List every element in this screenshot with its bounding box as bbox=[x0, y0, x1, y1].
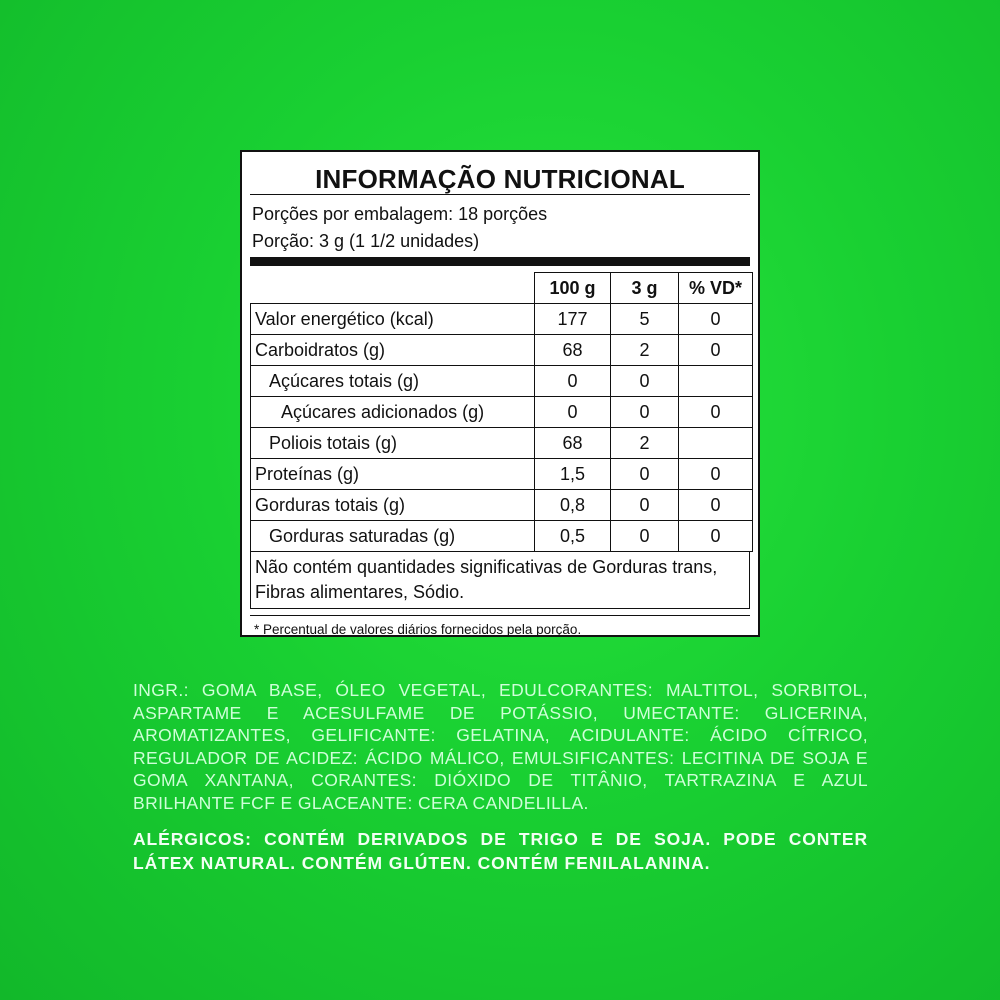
table-row bbox=[251, 304, 753, 335]
table-row bbox=[251, 397, 753, 428]
nutrient-name: Açúcares totais (g) bbox=[251, 366, 535, 397]
table-row bbox=[251, 521, 753, 552]
thick-divider bbox=[250, 257, 750, 266]
table-header-row bbox=[251, 273, 753, 304]
nutrient-name: Gorduras totais (g) bbox=[251, 490, 535, 521]
table-row bbox=[251, 490, 753, 521]
column-header: 3 g bbox=[611, 273, 679, 304]
footnote: * Percentual de valores diários fornecidos pela porção. bbox=[254, 622, 582, 637]
value-per-100g: 0 bbox=[535, 397, 611, 428]
allergens-text: ALÉRGICOS: CONTÉM DERIVADOS DE TRIGO E DE SOJA. PODE CONTER LÁTEX NATURAL. CONTÉM GLÚTEN. CONTÉM FENILALANINA. bbox=[133, 829, 868, 873]
nutrition-facts-panel bbox=[240, 150, 760, 637]
value-per-serving: 2 bbox=[611, 335, 679, 366]
value-per-serving: 0 bbox=[611, 521, 679, 552]
value-per-100g: 68 bbox=[535, 335, 611, 366]
daily-value-percent: 0 bbox=[679, 335, 753, 366]
value-per-serving: 2 bbox=[611, 428, 679, 459]
table-row bbox=[251, 366, 753, 397]
value-per-serving: 0 bbox=[611, 459, 679, 490]
table-row bbox=[251, 428, 753, 459]
nutrient-name: Poliois totais (g) bbox=[251, 428, 535, 459]
nutrient-name: Carboidratos (g) bbox=[251, 335, 535, 366]
serving-size: Porção: 3 g (1 1/2 unidades) bbox=[252, 231, 480, 251]
daily-value-percent: 0 bbox=[679, 304, 753, 335]
value-per-serving: 0 bbox=[611, 366, 679, 397]
daily-value-percent: 0 bbox=[679, 397, 753, 428]
header-blank-cell bbox=[251, 273, 535, 304]
daily-value-percent bbox=[679, 366, 753, 397]
value-per-100g: 0,8 bbox=[535, 490, 611, 521]
nutrition-table bbox=[250, 272, 753, 552]
column-header: % VD* bbox=[679, 273, 753, 304]
ingredients-text: INGR.: GOMA BASE, ÓLEO VEGETAL, EDULCORANTES: MALTITOL, SORBITOL, ASPARTAME E ACESULFAME DE POTÁSSIO, UMECTANTE: GLICERINA, AROMATIZANTES, GELIFICANTE: GELATINA, ACIDULANTE: ÁCIDO CÍTRICO, REGULADOR DE ACIDEZ: ÁCIDO MÁLICO, EMULSIFICANTES: LECITINA DE SOJA E GOMA XANTANA, CORANTES: DIÓXIDO DE TITÂNIO, TARTRAZINA E AZUL BRILHANTE FCF E GLACEANTE: CERA CANDELILLA. bbox=[133, 680, 868, 813]
column-header: 100 g bbox=[535, 273, 611, 304]
value-per-100g: 1,5 bbox=[535, 459, 611, 490]
servings-per-package: Porções por embalagem: 18 porções bbox=[252, 204, 548, 224]
nutrition-title: INFORMAÇÃO NUTRICIONAL bbox=[315, 164, 685, 194]
value-per-100g: 177 bbox=[535, 304, 611, 335]
daily-value-percent: 0 bbox=[679, 459, 753, 490]
value-per-100g: 0 bbox=[535, 366, 611, 397]
not-significant-note: Não contém quantidades significativas de Gorduras trans, Fibras alimentares, Sódio. bbox=[250, 552, 750, 609]
daily-value-percent: 0 bbox=[679, 490, 753, 521]
value-per-100g: 0,5 bbox=[535, 521, 611, 552]
table-row bbox=[251, 335, 753, 366]
value-per-100g: 68 bbox=[535, 428, 611, 459]
value-per-serving: 0 bbox=[611, 490, 679, 521]
table-row bbox=[251, 459, 753, 490]
nutrient-name: Gorduras saturadas (g) bbox=[251, 521, 535, 552]
daily-value-percent bbox=[679, 428, 753, 459]
nutrient-name: Valor energético (kcal) bbox=[251, 304, 535, 335]
nutrient-name: Proteínas (g) bbox=[251, 459, 535, 490]
nutrient-name: Açúcares adicionados (g) bbox=[251, 397, 535, 428]
value-per-serving: 5 bbox=[611, 304, 679, 335]
serving-info bbox=[242, 195, 758, 255]
daily-value-percent: 0 bbox=[679, 521, 753, 552]
value-per-serving: 0 bbox=[611, 397, 679, 428]
